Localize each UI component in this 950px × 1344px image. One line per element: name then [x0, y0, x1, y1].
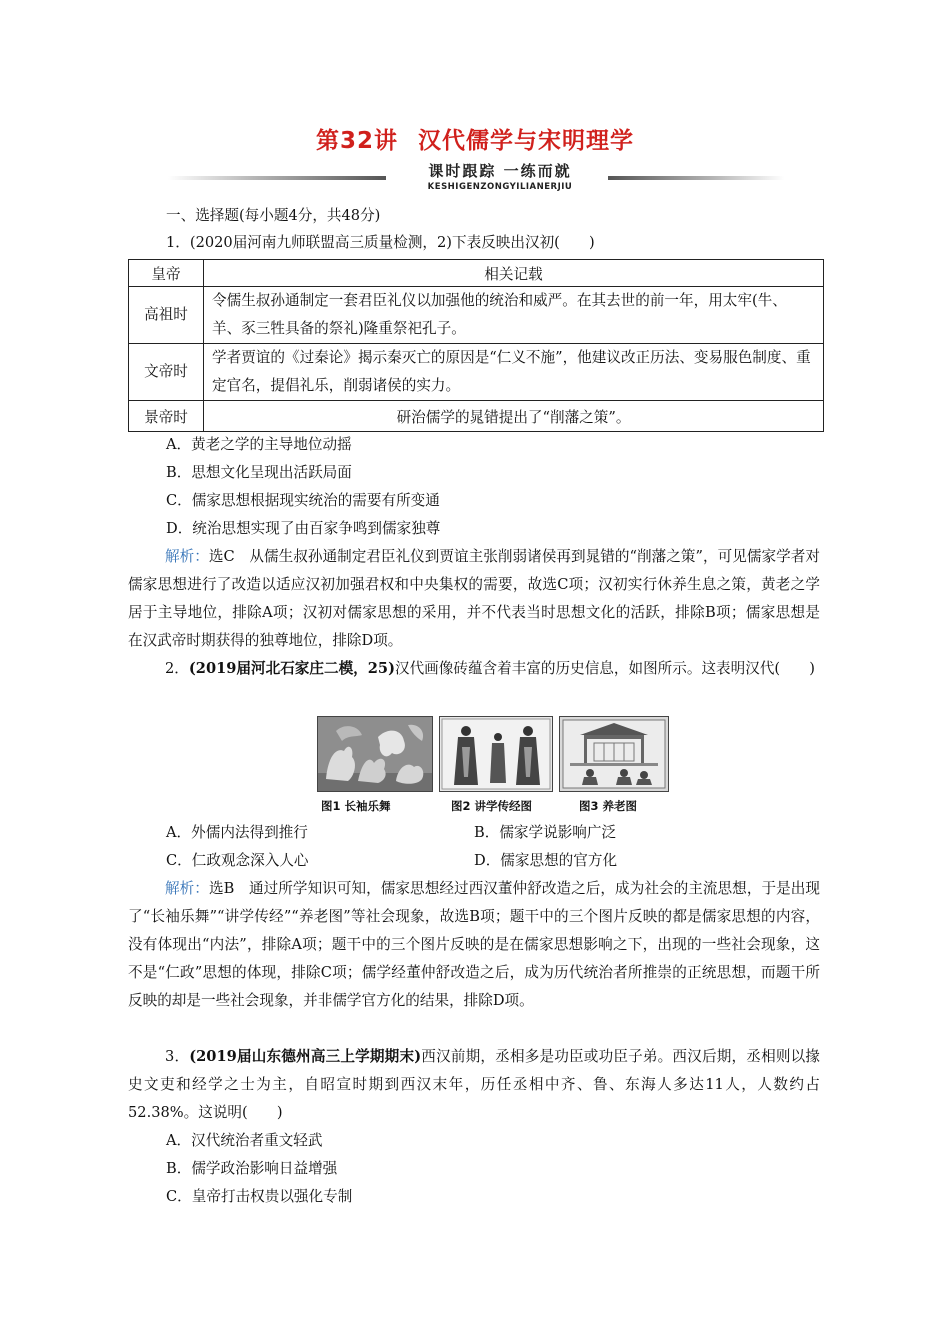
q2-source: (2019届河北石家庄二模，25) [188, 660, 395, 677]
banner-en: KESHIGENZONGYILIANERJIU [427, 182, 573, 192]
figure-2-caption: 图2 讲学传经图 [451, 799, 533, 813]
table-header-row [129, 260, 824, 287]
table-row [129, 401, 824, 432]
q1-option-d: D．统治思想实现了由百家争鸣到儒家独尊 [166, 520, 441, 537]
figure-3-image [559, 716, 669, 792]
q2-stem-text: 汉代画像砖蕴含着丰富的历史信息，如图所示。这表明汉代( ) [394, 660, 815, 677]
lesson-number: 第32讲 [315, 128, 398, 154]
q3-option-b: B．儒学政治影响日益增强 [166, 1160, 338, 1177]
lesson-title [0, 122, 950, 155]
q1-option-b: B．思想文化呈现出活跃局面 [166, 464, 352, 481]
lesson-name: 汉代儒学与宋明理学 [418, 128, 634, 154]
q2-analysis [128, 875, 820, 1015]
figure-1-image [317, 716, 433, 792]
table-cell-emperor: 高祖时 [129, 287, 204, 344]
q1-record-table [128, 259, 824, 432]
q2-option-d: D．儒家思想的官方化 [474, 852, 618, 869]
q1-stem: 1．(2020届河南九师联盟高三质量检测，2)下表反映出汉初( ) [166, 234, 595, 251]
q2-number: 2． [165, 660, 189, 677]
table-cell-emperor: 景帝时 [129, 401, 204, 432]
q2-stem [128, 655, 820, 683]
banner-label [390, 160, 610, 192]
table-row [129, 344, 824, 401]
banner-divider-right [608, 176, 784, 180]
analysis-label: 解析： [165, 548, 209, 565]
section-banner [168, 160, 784, 190]
q3-source: (2019届山东德州高三上学期期末) [189, 1048, 422, 1065]
figure-3-caption: 图3 养老图 [579, 799, 638, 813]
q1-option-a: A．黄老之学的主导地位动摇 [166, 436, 352, 453]
table-cell-record: 研治儒学的晁错提出了“削藩之策”。 [204, 401, 824, 432]
table-cell-emperor: 文帝时 [129, 344, 204, 401]
figure-1-caption: 图1 长袖乐舞 [321, 799, 391, 813]
q2-option-b: B．儒家学说影响广泛 [474, 824, 617, 841]
q2-option-c: C．仁政观念深入人心 [166, 852, 309, 869]
q3-option-c: C．皇帝打击权贵以强化专制 [166, 1188, 353, 1205]
table-cell-record: 学者贾谊的《过秦论》揭示秦灭亡的原因是“仁义不施”，他建议改正历法、变易服色制度、重定官名，提倡礼乐，削弱诸侯的实力。 [204, 344, 824, 401]
q2-figures [317, 716, 669, 816]
table-row [129, 287, 824, 344]
banner-cn: 课时跟踪 一练而就 [428, 162, 572, 180]
q1-option-c: C．儒家思想根据现实统治的需要有所变通 [166, 492, 440, 509]
banner-divider-left [168, 176, 386, 180]
q2-option-a: A．外儒内法得到推行 [166, 824, 308, 841]
q3-number: 3． [165, 1048, 190, 1065]
q1-analysis [128, 543, 820, 655]
figure-2-image [439, 716, 553, 792]
table-header-emperor: 皇帝 [129, 260, 204, 287]
section-heading: 一、选择题(每小题4分，共48分) [166, 207, 381, 224]
q3-stem [128, 1043, 820, 1127]
analysis-label: 解析： [165, 880, 209, 897]
analysis-text: 选C 从儒生叔孙通制定君臣礼仪到贾谊主张削弱诸侯再到晁错的“削藩之策”，可见儒家学者对儒家思想进行了改造以适应汉初加强君权和中央集权的需要，故选C项；汉初实行休养生息之策，黄老之学居于主导地位，排除A项；汉初对儒家思想的采用，并不代表当时思想文化的活跃，排除B项；儒家思想是在汉武帝时期获得的独尊地位，排除D项。 [128, 548, 820, 649]
table-cell-record: 令儒生叔孙通制定一套君臣礼仪以加强他的统治和威严。在其去世的前一年，用太牢(牛、羊、豕三牲具备的祭礼)隆重祭祀孔子。 [204, 287, 824, 344]
q3-stem-text: 西汉前期，丞相多是功臣或功臣子弟。西汉后期，丞相则以掾史文吏和经学之士为主，自昭宣时期到西汉末年，历任丞相中齐、鲁、东海人多达11人，人数约占52.38%。这说明( ) [128, 1048, 820, 1121]
table-header-record: 相关记载 [204, 260, 824, 287]
analysis-text: 选B 通过所学知识可知，儒家思想经过西汉董仲舒改造之后，成为社会的主流思想，于是出现了“长袖乐舞”“讲学传经”“养老图”等社会现象，故选B项；题干中的三个图片反映的都是儒家思想的内容，没有体现出“内法”，排除A项；题干中的三个图片反映的是在儒家思想影响之下，出现的一些社会现象，这不是“仁政”思想的体现，排除C项；儒学经董仲舒改造之后，成为历代统治者所推崇的正统思想，而题干所反映的却是一些社会现象，并非儒学官方化的结果，排除D项。 [128, 880, 820, 1009]
q3-option-a: A．汉代统治者重文轻武 [166, 1132, 323, 1149]
